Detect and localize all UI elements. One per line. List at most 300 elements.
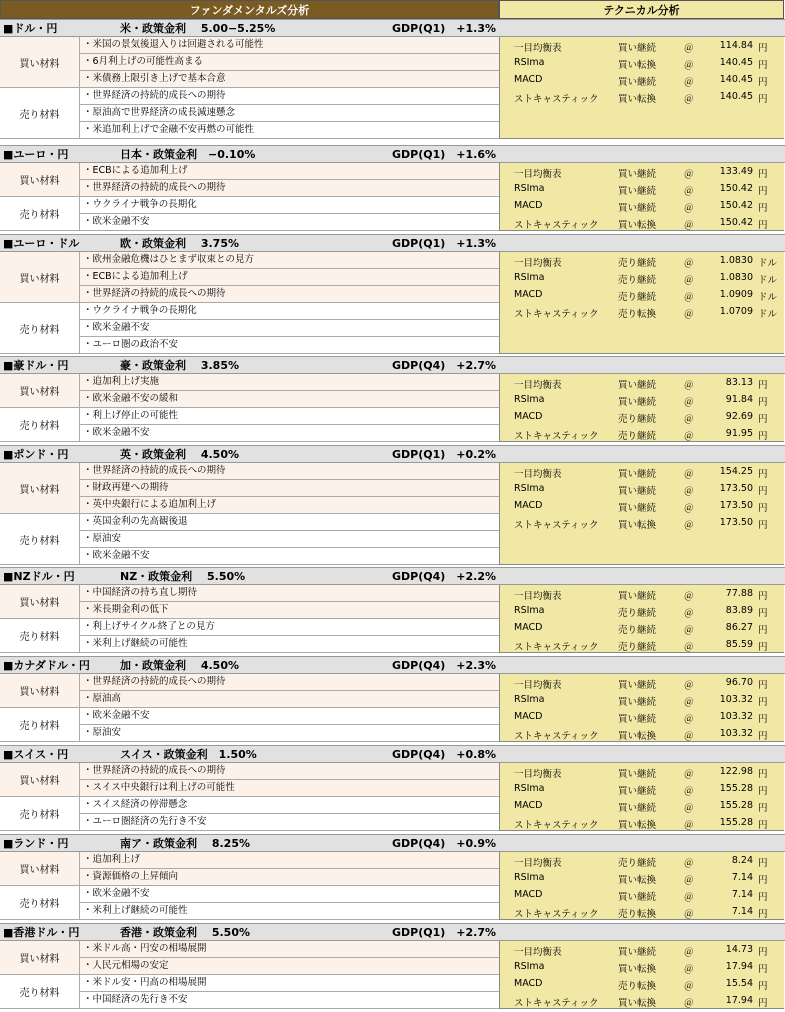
at-mark: ＠ [684,591,694,602]
indicator-signal: 買い継続 [618,786,657,797]
currency-title-bar [0,445,785,463]
indicator-name: 一目均衡表 [514,947,562,958]
policy-rate: 米・政策金利 5.00−5.25% [120,22,276,35]
indicator-row [500,464,785,481]
indicator-signal: 買い継続 [618,77,657,88]
indicator-signal: 買い継続 [618,43,657,54]
indicator-row [500,287,785,304]
indicator-value: 83.13 [725,377,753,388]
indicator-unit: 円 [758,169,768,180]
indicator-signal: 売り継続 [618,858,657,869]
currency-title-bar [0,923,785,941]
indicator-signal: 買い継続 [618,203,657,214]
indicator-value: 114.84 [719,40,753,51]
indicator-value: 173.50 [719,500,753,511]
indicator-signal: 売り継続 [618,258,657,269]
indicator-unit: 円 [758,892,768,903]
indicator-row [500,89,785,106]
at-mark: ＠ [684,43,694,54]
indicator-value: 92.69 [725,411,753,422]
indicator-value: 173.50 [719,483,753,494]
indicator-unit: 円 [758,414,768,425]
at-mark: ＠ [684,714,694,725]
indicator-row [500,253,785,270]
indicator-name: 一目均衡表 [514,258,562,269]
indicator-unit: 円 [758,680,768,691]
at-mark: ＠ [684,469,694,480]
buy-materials-label: 買い材料 [0,374,80,408]
indicator-row [500,426,785,443]
sell-material-item: ・米ドル安・円高の相場展開 [80,975,499,992]
buy-material-item: ・6月利上げの可能性高まる [80,54,499,71]
indicator-row [500,181,785,198]
indicator-signal: 買い継続 [618,803,657,814]
indicator-row [500,586,785,603]
policy-rate: スイス・政策金利 1.50% [120,748,257,761]
indicator-row [500,976,785,993]
currency-title-bar [0,19,785,37]
pair-name: ■香港ドル・円 [3,926,80,939]
buy-material-item: ・追加利上げ [80,852,499,869]
at-mark: ＠ [684,680,694,691]
indicator-row [500,959,785,976]
at-mark: ＠ [684,998,694,1009]
indicator-value: 91.84 [725,394,753,405]
sell-material-item: ・利上げ停止の可能性 [80,408,499,425]
indicator-row [500,603,785,620]
indicator-signal: 買い転換 [618,520,657,531]
indicator-row [500,904,785,921]
indicator-signal: 買い継続 [618,380,657,391]
pair-name: ■カナダドル・円 [3,659,90,672]
indicator-signal: 買い継続 [618,169,657,180]
indicator-name: MACD [514,622,543,633]
indicator-signal: 売り継続 [618,642,657,653]
buy-materials-label: 買い材料 [0,852,80,886]
indicator-signal: 買い継続 [618,769,657,780]
sell-material-item: ・米利上げ継続の可能性 [80,903,499,920]
currency-title-bar [0,356,785,374]
indicator-row [500,270,785,287]
gdp-growth: GDP(Q1) +1.6% [392,148,497,161]
indicator-value: 103.32 [719,711,753,722]
indicator-signal: 買い転換 [618,220,657,231]
indicator-name: RSIma [514,483,545,494]
indicator-unit: 円 [758,625,768,636]
indicator-unit: ドル [758,258,778,269]
sell-materials-label: 売り材料 [0,408,80,442]
sell-material-item: ・原油安 [80,725,499,742]
at-mark: ＠ [684,642,694,653]
indicator-name: ストキャスティック [514,220,599,231]
currency-block [0,356,785,442]
sell-materials-label: 売り材料 [0,88,80,139]
pair-name: ■ランド・円 [3,837,69,850]
technical-panel [499,852,784,920]
sell-material-item: ・欧米金融不安 [80,708,499,725]
indicator-name: ストキャスティック [514,731,599,742]
technical-panel [499,374,784,442]
sell-materials-label: 売り材料 [0,886,80,920]
indicator-unit: 円 [758,714,768,725]
indicator-value: 150.42 [719,183,753,194]
technical-panel [499,252,784,354]
at-mark: ＠ [684,947,694,958]
indicator-name: 一目均衡表 [514,43,562,54]
at-mark: ＠ [684,697,694,708]
technical-panel [499,763,784,831]
indicator-unit: 円 [758,486,768,497]
sell-material-item: ・欧米金融不安 [80,214,499,231]
policy-rate: 英・政策金利 4.50% [120,448,239,461]
indicator-row [500,72,785,89]
at-mark: ＠ [684,203,694,214]
indicator-row [500,853,785,870]
indicator-value: 77.88 [725,588,753,599]
buy-material-item: ・原油高 [80,691,499,708]
indicator-signal: 買い継続 [618,892,657,903]
at-mark: ＠ [684,503,694,514]
indicator-value: 140.45 [719,91,753,102]
indicator-row [500,481,785,498]
technical-panel [499,37,784,139]
sell-material-item: ・ウクライナ戦争の長期化 [80,197,499,214]
indicator-unit: ドル [758,292,778,303]
indicator-value: 103.32 [719,728,753,739]
currency-title-bar [0,745,785,763]
indicator-unit: 円 [758,786,768,797]
pair-name: ■NZドル・円 [3,570,75,583]
gdp-growth: GDP(Q1) +1.3% [392,22,497,35]
at-mark: ＠ [684,731,694,742]
indicator-unit: 円 [758,608,768,619]
indicator-row [500,304,785,321]
indicator-unit: 円 [758,998,768,1009]
sell-materials-label: 売り材料 [0,514,80,565]
sell-materials-label: 売り材料 [0,197,80,231]
sell-materials-label: 売り材料 [0,303,80,354]
buy-material-item: ・米ドル高・円安の相場展開 [80,941,499,958]
indicator-unit: ドル [758,275,778,286]
indicator-row [500,993,785,1010]
sell-materials-label: 売り材料 [0,708,80,742]
indicator-signal: 買い継続 [618,469,657,480]
indicator-name: ストキャスティック [514,520,599,531]
at-mark: ＠ [684,981,694,992]
indicator-unit: 円 [758,60,768,71]
indicator-signal: 買い転換 [618,731,657,742]
indicator-name: 一目均衡表 [514,469,562,480]
at-mark: ＠ [684,275,694,286]
pair-name: ■ユーロ・円 [3,148,69,161]
at-mark: ＠ [684,397,694,408]
currency-title-bar [0,234,785,252]
at-mark: ＠ [684,875,694,886]
indicator-value: 96.70 [725,677,753,688]
indicator-name: ストキャスティック [514,94,599,105]
indicator-row [500,38,785,55]
buy-material-item: ・資源価格の上昇傾向 [80,869,499,886]
indicator-value: 1.0909 [719,289,753,300]
indicator-value: 91.95 [725,428,753,439]
currency-title-bar [0,567,785,585]
indicator-name: ストキャスティック [514,642,599,653]
policy-rate: 欧・政策金利 3.75% [120,237,239,250]
gdp-growth: GDP(Q4) +0.8% [392,748,497,761]
indicator-name: 一目均衡表 [514,591,562,602]
indicator-name: 一目均衡表 [514,858,562,869]
currency-block [0,234,785,354]
currency-block [0,567,785,653]
buy-material-item: ・米長期金利の低下 [80,602,499,619]
indicator-row [500,515,785,532]
buy-materials-label: 買い材料 [0,163,80,197]
indicator-signal: 買い転換 [618,964,657,975]
buy-material-item: ・欧米金融不安の緩和 [80,391,499,408]
indicator-value: 133.49 [719,166,753,177]
indicator-unit: 円 [758,397,768,408]
indicator-name: MACD [514,74,543,85]
indicator-value: 155.28 [719,800,753,811]
at-mark: ＠ [684,769,694,780]
indicator-value: 17.94 [725,995,753,1006]
at-mark: ＠ [684,258,694,269]
indicator-signal: 買い転換 [618,94,657,105]
indicator-name: ストキャスティック [514,998,599,1009]
at-mark: ＠ [684,964,694,975]
indicator-row [500,726,785,743]
indicator-row [500,870,785,887]
at-mark: ＠ [684,380,694,391]
indicator-signal: 買い転換 [618,998,657,1009]
indicator-unit: ドル [758,309,778,320]
buy-material-item: ・財政再建への期待 [80,480,499,497]
indicator-value: 122.98 [719,766,753,777]
indicator-unit: 円 [758,591,768,602]
indicator-name: RSIma [514,783,545,794]
indicator-value: 1.0709 [719,306,753,317]
indicator-value: 173.50 [719,517,753,528]
policy-rate: 日本・政策金利 −0.10% [120,148,256,161]
gdp-growth: GDP(Q4) +2.2% [392,570,497,583]
indicator-signal: 買い転換 [618,875,657,886]
sell-material-item: ・利上げサイクル終了との見方 [80,619,499,636]
indicator-row [500,55,785,72]
indicator-row [500,709,785,726]
pair-name: ■スイス・円 [3,748,69,761]
at-mark: ＠ [684,892,694,903]
indicator-name: ストキャスティック [514,909,599,920]
currency-block [0,145,785,231]
indicator-row [500,637,785,654]
indicator-name: ストキャスティック [514,431,599,442]
indicator-value: 7.14 [731,906,753,917]
sell-material-item: ・スイス経済の停滞懸念 [80,797,499,814]
at-mark: ＠ [684,786,694,797]
buy-materials-label: 買い材料 [0,252,80,303]
currency-block [0,834,785,920]
fundamentals-header: ファンダメンタルズ分析 [0,0,499,19]
at-mark: ＠ [684,608,694,619]
indicator-row [500,798,785,815]
indicator-name: 一目均衡表 [514,380,562,391]
indicator-unit: 円 [758,431,768,442]
indicator-value: 103.32 [719,694,753,705]
at-mark: ＠ [684,220,694,231]
indicator-row [500,498,785,515]
buy-material-item: ・英中央銀行による追加利上げ [80,497,499,514]
indicator-signal: 売り継続 [618,608,657,619]
indicator-signal: 売り継続 [618,625,657,636]
at-mark: ＠ [684,858,694,869]
indicator-row [500,942,785,959]
indicator-row [500,215,785,232]
indicator-value: 7.14 [731,872,753,883]
indicator-name: ストキャスティック [514,309,599,320]
currency-block [0,923,785,1009]
indicator-row [500,164,785,181]
indicator-name: MACD [514,800,543,811]
at-mark: ＠ [684,292,694,303]
indicator-value: 86.27 [725,622,753,633]
buy-material-item: ・米国の景気後退入りは回避される可能性 [80,37,499,54]
indicator-unit: 円 [758,964,768,975]
indicator-unit: 円 [758,94,768,105]
indicator-row [500,675,785,692]
indicator-signal: 買い継続 [618,186,657,197]
indicator-signal: 売り継続 [618,292,657,303]
sell-material-item: ・米利上げ継続の可能性 [80,636,499,653]
sell-materials-label: 売り材料 [0,975,80,1009]
indicator-value: 8.24 [731,855,753,866]
indicator-row [500,392,785,409]
indicator-name: MACD [514,289,543,300]
policy-rate: 香港・政策金利 5.50% [120,926,250,939]
currency-title-bar [0,834,785,852]
currency-block [0,19,785,139]
gdp-growth: GDP(Q1) +0.2% [392,448,497,461]
indicator-value: 155.28 [719,817,753,828]
indicator-name: RSIma [514,872,545,883]
indicator-value: 154.25 [719,466,753,477]
indicator-unit: 円 [758,769,768,780]
buy-material-item: ・世界経済の持続的成長への期待 [80,286,499,303]
indicator-unit: 円 [758,697,768,708]
at-mark: ＠ [684,486,694,497]
pair-name: ■ポンド・円 [3,448,69,461]
indicator-row [500,887,785,904]
sell-material-item: ・欧米金融不安 [80,425,499,442]
indicator-name: MACD [514,978,543,989]
sell-material-item: ・米追加利上げで金融不安再燃の可能性 [80,122,499,139]
at-mark: ＠ [684,909,694,920]
indicator-signal: 買い継続 [618,591,657,602]
pair-name: ■ユーロ・ドル [3,237,80,250]
buy-material-item: ・人民元相場の安定 [80,958,499,975]
indicator-value: 15.54 [725,978,753,989]
indicator-unit: 円 [758,43,768,54]
indicator-signal: 売り継続 [618,431,657,442]
policy-rate: 加・政策金利 4.50% [120,659,239,672]
at-mark: ＠ [684,820,694,831]
indicator-value: 83.89 [725,605,753,616]
currency-title-bar [0,145,785,163]
indicator-name: 一目均衡表 [514,680,562,691]
buy-materials-label: 買い材料 [0,763,80,797]
indicator-name: 一目均衡表 [514,769,562,780]
indicator-name: RSIma [514,272,545,283]
indicator-name: 一目均衡表 [514,169,562,180]
at-mark: ＠ [684,625,694,636]
indicator-name: MACD [514,411,543,422]
sell-material-item: ・欧米金融不安 [80,886,499,903]
buy-material-item: ・欧州金融危機はひとまず収束との見方 [80,252,499,269]
currency-block [0,656,785,742]
technical-panel [499,163,784,231]
indicator-row [500,409,785,426]
sell-material-item: ・原油高で世界経済の成長減速懸念 [80,105,499,122]
at-mark: ＠ [684,520,694,531]
gdp-growth: GDP(Q4) +2.3% [392,659,497,672]
indicator-signal: 買い継続 [618,486,657,497]
indicator-signal: 売り転換 [618,981,657,992]
buy-materials-label: 買い材料 [0,585,80,619]
indicator-row [500,764,785,781]
indicator-signal: 売り転換 [618,309,657,320]
indicator-signal: 売り継続 [618,275,657,286]
indicator-unit: 円 [758,186,768,197]
buy-material-item: ・世界経済の持続的成長への期待 [80,763,499,780]
indicator-value: 1.0830 [719,272,753,283]
indicator-value: 140.45 [719,74,753,85]
indicator-unit: 円 [758,875,768,886]
indicator-row [500,620,785,637]
sell-materials-label: 売り材料 [0,619,80,653]
indicator-unit: 円 [758,520,768,531]
indicator-signal: 買い転換 [618,60,657,71]
sell-material-item: ・ユーロ圏の政治不安 [80,337,499,354]
indicator-unit: 円 [758,858,768,869]
indicator-unit: 円 [758,803,768,814]
indicator-signal: 買い継続 [618,503,657,514]
buy-material-item: ・世界経済の持続的成長への期待 [80,463,499,480]
sell-material-item: ・英国金利の先高観後退 [80,514,499,531]
indicator-unit: 円 [758,380,768,391]
indicator-name: ストキャスティック [514,820,599,831]
indicator-name: MACD [514,200,543,211]
indicator-signal: 買い継続 [618,680,657,691]
indicator-row [500,815,785,832]
indicator-name: MACD [514,711,543,722]
indicator-unit: 円 [758,503,768,514]
at-mark: ＠ [684,77,694,88]
sell-material-item: ・ウクライナ戦争の長期化 [80,303,499,320]
indicator-unit: 円 [758,820,768,831]
buy-materials-label: 買い材料 [0,941,80,975]
pair-name: ■豪ドル・円 [3,359,69,372]
technical-panel [499,463,784,565]
indicator-value: 1.0830 [719,255,753,266]
sell-materials-label: 売り材料 [0,797,80,831]
indicator-name: RSIma [514,57,545,68]
currency-block [0,445,785,565]
buy-material-item: ・ECBによる追加利上げ [80,269,499,286]
indicator-value: 17.94 [725,961,753,972]
indicator-unit: 円 [758,77,768,88]
buy-material-item: ・世界経済の持続的成長への期待 [80,180,499,197]
technical-panel [499,941,784,1009]
buy-material-item: ・世界経済の持続的成長への期待 [80,674,499,691]
